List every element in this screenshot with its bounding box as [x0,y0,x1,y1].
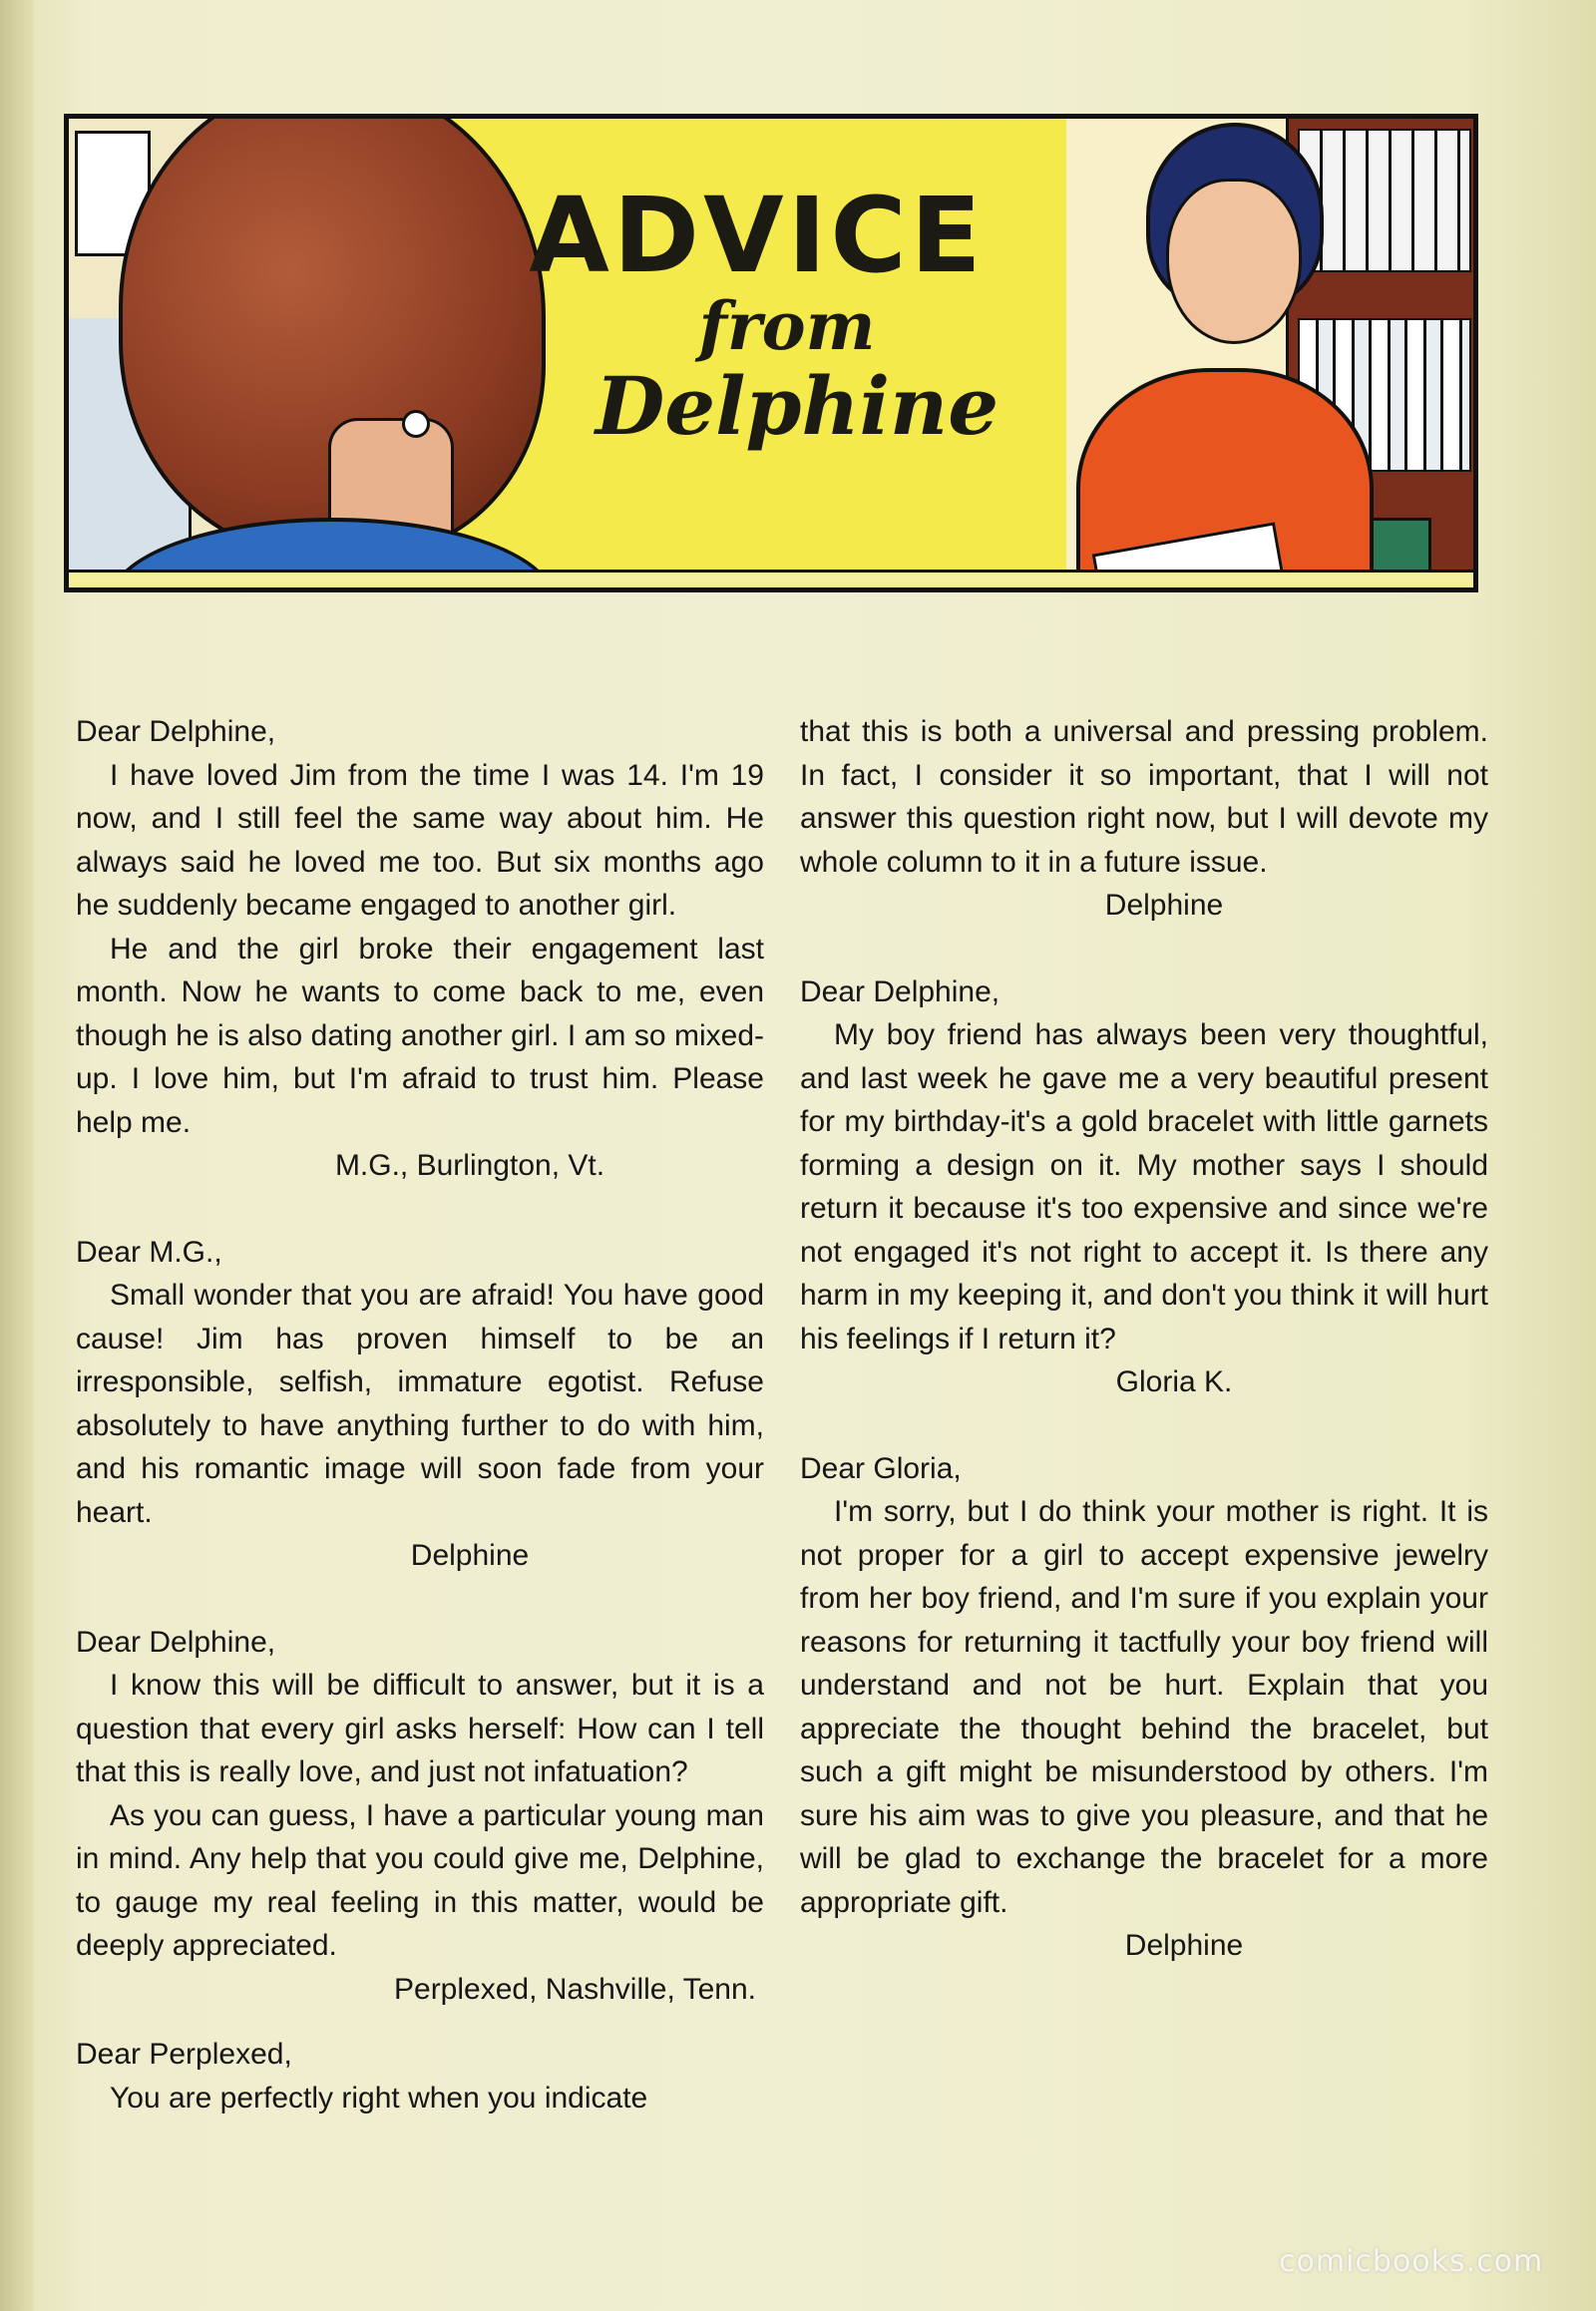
banner-title-line3: Delphine [595,358,999,453]
reply-paragraph: I'm sorry, but I do think your mother is right. It is not proper for a girl to accept expensive jewelry from her boy friend, and I'm sure if you explain your reasons for returning it tactfully your boy friend will understand and not be hurt. Explain that you appreciate the thought behind the bracelet, but such a gift might be misunderstood by others. I'm sure his aim was to give you pleasure, and that he will be glad to exchange the bracelet for a more appropriate gift. [800,1495,1488,1919]
letter-greeting: Dear Delphine, [76,1625,276,1659]
reply-3 [800,1447,1488,1968]
banner-title-line2: from [698,287,876,366]
reply-paragraph: You are perfectly right when you indicate [110,2081,648,2115]
reply-1 [76,1231,764,1578]
banner-desk-illustration [69,570,1473,592]
reply-2-continued [800,710,1488,928]
letter-paragraph: I know this will be difficult to answer, but it is a question that every girl asks herself: How can I tell that this is really love, and just not infatuation? [76,1669,764,1788]
letter-signature: Perplexed, Nashville, Tenn. [394,1972,756,2006]
letter-paragraph: I have loved Jim from the time I was 14. I'm 19 now, and I still feel the same way about him. He always said he loved me too. But six months ago he suddenly became engaged to another girl. [76,758,764,922]
letter-paragraph: As you can guess, I have a particular young man in mind. Any help that you could give me, Delphine, to gauge my real feeling in this matter, would be deeply appreciated. [76,1798,764,1962]
page-binding-edge [0,0,34,2311]
reply-greeting: Dear M.G., [76,1235,222,1269]
letter-3 [800,970,1488,1404]
reply-paragraph: Small wonder that you are afraid! You have good cause! Jim has proven himself to be an irresponsible, selfish, immature egotist. Refuse absolutely to have anything further to do with him, and his romantic image will soon fade from your heart. [76,1279,764,1529]
watermark: comicbooks.com [1279,2244,1544,2279]
reply-signature: Delphine [1104,889,1224,922]
reply-greeting: Dear Perplexed, [76,2038,292,2071]
letter-greeting: Dear Delphine, [76,715,276,748]
reply-signature: Delphine [410,1539,530,1572]
banner-books-top-illustration [1298,129,1471,272]
letter-paragraph: My boy friend has always been very thoughtful, and last week he gave me a very beautiful present for my birthday-it's a gold bracelet with little garnets forming a design on it. My mother says I should return it because it's too expensive and since we're not engaged it's not right to accept it. Is there any harm in my keeping it, and don't you think it will hurt his feelings if I return it? [800,1018,1488,1355]
reply-2-start [76,2033,764,2119]
reply-signature: Delphine [1124,1929,1244,1962]
letter-paragraph: He and the girl broke their engagement last month. Now he wants to come back to me, even though he is also dating another girl. I am so mixed-up. I love him, but I'm afraid to trust him. Please help me. [76,932,764,1139]
title-banner-panel [64,114,1478,592]
right-text-column [800,710,1488,1968]
banner-title-line1: ADVICE [529,175,986,296]
left-text-column [76,710,764,2119]
letter-greeting: Dear Delphine, [800,974,1000,1008]
letter-signature: Gloria K. [1115,1365,1233,1398]
banner-earring-illustration [402,410,430,438]
letter-signature: M.G., Burlington, Vt. [334,1149,605,1182]
reply-continuation: that this is both a universal and pressing problem. In fact, I consider it so important, that I will not answer this question right now, but I will devote my whole column to it in a future issue. [800,715,1488,879]
reply-greeting: Dear Gloria, [800,1451,962,1485]
letter-2 [76,1621,764,2012]
letter-1 [76,710,764,1188]
banner-delphine-face-illustration [1166,179,1302,344]
banner-title [448,175,1066,453]
